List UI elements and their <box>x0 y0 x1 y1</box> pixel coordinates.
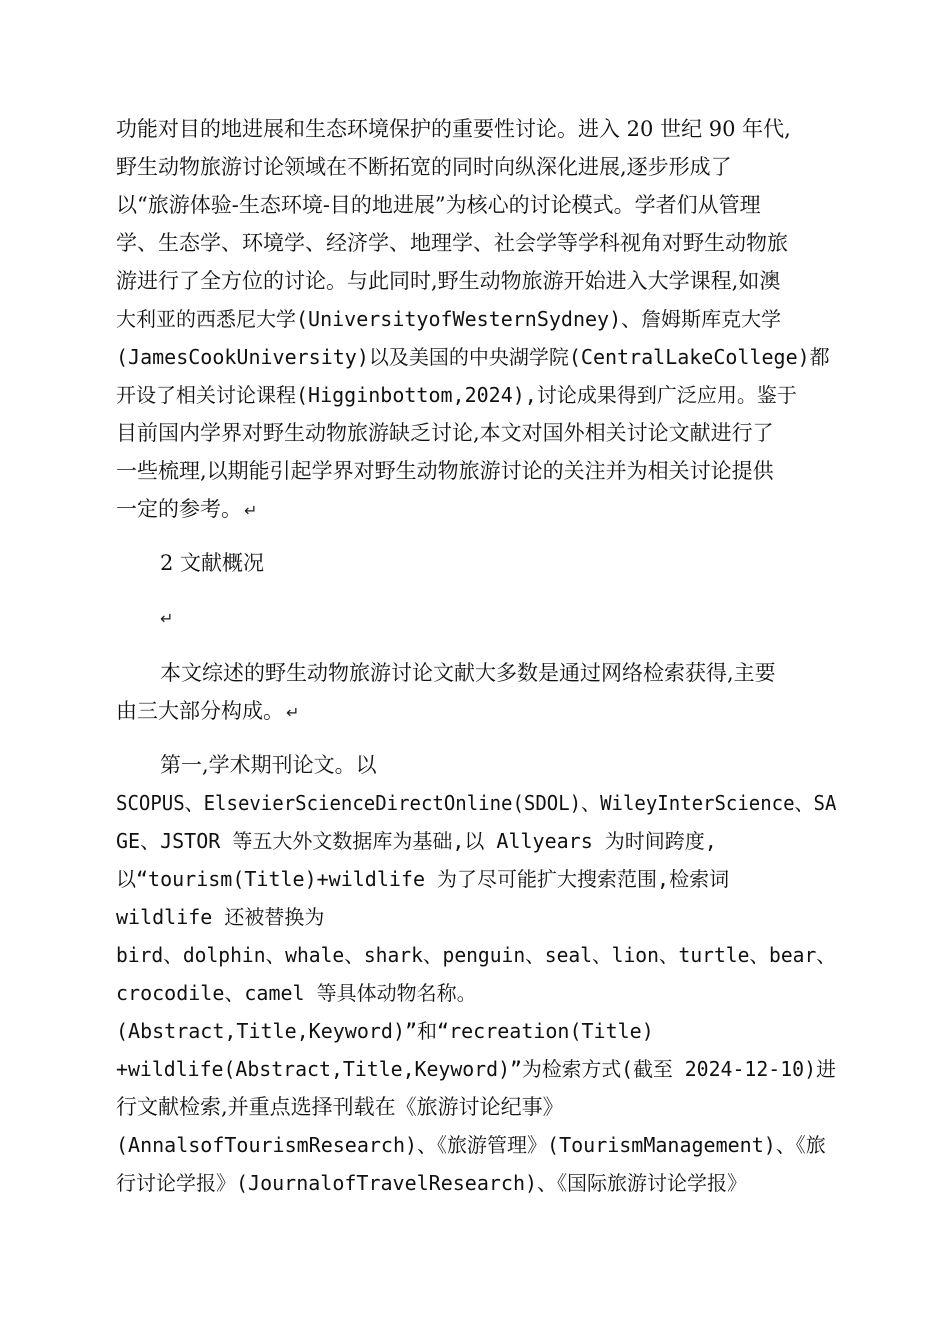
intro-line-7: (JamesCookUniversity)以及美国的中央湖学院(CentralLakeCollege)都 <box>116 345 830 369</box>
first-line-11: (AnnalsofTourismResearch)、《旅游管理》(TourismManagement)、《旅 <box>116 1133 826 1157</box>
intro-line-8: 开设了相关讨论课程(Higginbottom,2024),讨论成果得到广泛应用。鉴于 <box>116 383 797 407</box>
paragraph-mark-icon: ↵ <box>244 501 258 520</box>
first-line-3: GE、JSTOR 等五大外文数据库为基础,以 Allyears 为时间跨度, <box>116 829 717 853</box>
intro-line-1: 功能对目的地进展和生态环境保护的重要性讨论。进入 20 世纪 90 年代, <box>116 117 791 141</box>
paragraph-mark-icon: ↵ <box>160 609 174 628</box>
intro-line-11-text: 一定的参考。 <box>116 497 242 521</box>
intro-line-4: 学、生态学、环境学、经济学、地理学、社会学等学科视角对野生动物旅 <box>116 231 788 255</box>
first-line-12: 行讨论学报》(JournalofTravelResearch)、《国际旅游讨论学报》 <box>116 1171 748 1195</box>
intro-line-11 <box>116 494 257 524</box>
first-line-7: crocodile、camel 等具体动物名称。 <box>116 981 477 1005</box>
paragraph-mark-icon: ↵ <box>286 703 300 722</box>
first-line-9: +wildlife(Abstract,Title,Keyword)”为检索方式(截至 2024-12-10)进 <box>116 1057 836 1081</box>
overview-line-1: 本文综述的野生动物旅游讨论文献大多数是通过网络检索获得,主要 <box>160 661 776 685</box>
first-line-2: SCOPUS、ElsevierScienceDirectOnline(SDOL)、WileyInterScience、SA <box>116 791 837 815</box>
first-line-1: 第一,学术期刊论文。以 <box>160 753 377 777</box>
intro-line-9: 目前国内学界对野生动物旅游缺乏讨论,本文对国外相关讨论文献进行了 <box>116 421 774 445</box>
first-line-4: 以“tourism(Title)+wildlife 为了尽可能扩大搜索范围,检索词 <box>116 867 730 891</box>
section-heading: 2 文献概况 <box>160 551 265 575</box>
overview-line-2-text: 由三大部分构成。 <box>116 699 284 723</box>
intro-line-10: 一些梳理,以期能引起学界对野生动物旅游讨论的关注并为相关讨论提供 <box>116 459 774 483</box>
overview-line-2 <box>116 696 299 726</box>
intro-line-3: 以“旅游体验-生态环境-目的地进展”为核心的讨论模式。学者们从管理 <box>116 193 761 217</box>
intro-line-2: 野生动物旅游讨论领域在不断拓宽的同时向纵深化进展,逐步形成了 <box>116 155 732 179</box>
first-line-8: (Abstract,Title,Keyword)”和“recreation(Title) <box>116 1019 654 1043</box>
intro-line-5: 游进行了全方位的讨论。与此同时,野生动物旅游开始进入大学课程,如澳 <box>116 269 781 293</box>
intro-line-6: 大利亚的西悉尼大学(UniversityofWesternSydney)、詹姆斯库克大学 <box>116 307 782 331</box>
first-line-10: 行文献检索,并重点选择刊载在《旅游讨论纪事》 <box>116 1095 564 1119</box>
first-line-6: bird、dolphin、whale、shark、penguin、seal、lion、turtle、bear、 <box>116 943 836 967</box>
first-line-5: wildlife 还被替换为 <box>116 905 325 929</box>
